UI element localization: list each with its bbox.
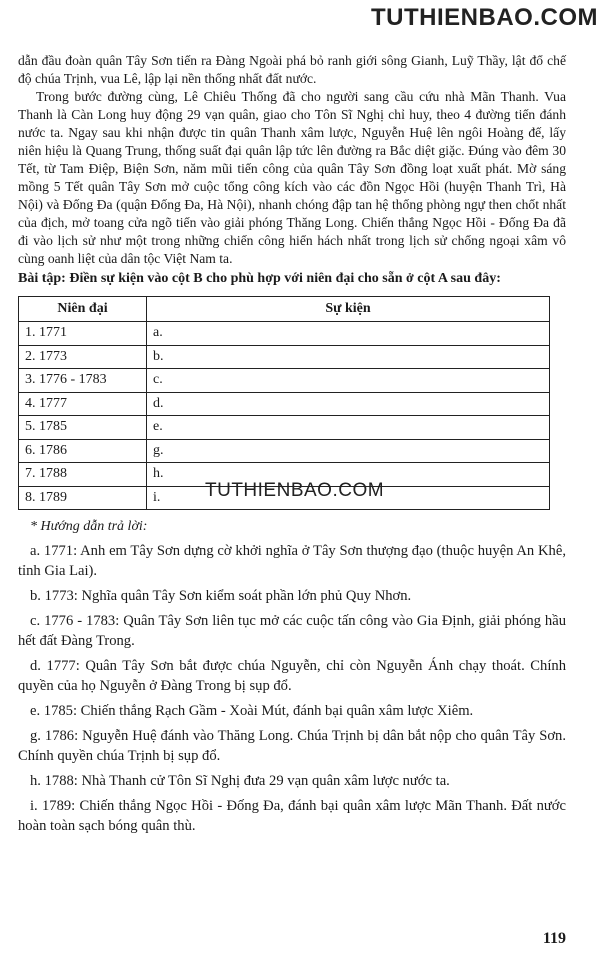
cell-su-kien: d. [147, 392, 550, 416]
paragraph-history: Trong bước đường cùng, Lê Chiêu Thống đã cho người sang cầu cứu nhà Mãn Thanh. Vua Thanh là Càn Long huy động 29 vạn quân, giao cho Tôn Sĩ Nghị chỉ huy, theo 4 đường tiến đánh nước ta. Ngay sau khi nhận được tin quân Thanh xâm lược, Nguyễn Huệ lên ngôi Hoàng đế, lấy niên hiệu là Quang Trung, thống suất đại quân lập tức lên đường ra Bắc diệt giặc. Đúng vào đêm 30 Tết, từ Tam Điệp, Biện Sơn, năm mũi tiến công của quân Tây Sơn đồng loạt xuất phát. Mờ sáng mồng 5 Tết quân Tây Sơn mở cuộc tổng công kích vào các đồn Ngọc Hồi (huyện Thanh Trì, Hà Nội) và Đống Đa (quận Đống Đa, Hà Nội), nhanh chóng đập tan hệ thống phòng ngự then chốt nhất của địch, mở toang cửa ngõ tiến vào giải phóng Thăng Long. Chiến thắng Ngọc Hồi - Đống Đa đã đi vào lịch sử như một trong những chiến công hiển hách nhất trong lịch sử chống ngoại xâm vô cùng oanh liệt của dân tộc Việt Nam ta. [18, 89, 566, 266]
answer-item: e. 1785: Chiến thắng Rạch Gầm - Xoài Mút, đánh bại quân xâm lược Xiêm. [30, 703, 474, 719]
cell-nien-dai: 4. 1777 [19, 392, 147, 416]
answer-item: d. 1777: Quân Tây Sơn bắt được chúa Nguyễn, chỉ còn Nguyễn Ánh chạy thoát. Chính quyền của họ Nguyễn ở Đàng Trong bị sụp đổ. [18, 658, 566, 694]
cell-su-kien: a. [147, 322, 550, 346]
table-header-row [19, 297, 550, 322]
cell-nien-dai: 8. 1789 [19, 486, 147, 510]
paragraph-continued: dẫn đầu đoàn quân Tây Sơn tiến ra Đàng Ngoài phá bỏ ranh giới sông Gianh, Luỹ Thầy, lật đổ chế độ chúa Trịnh, vua Lê, lập lại nền thống nhất đất nước. [18, 53, 566, 86]
answer-item: b. 1773: Nghĩa quân Tây Sơn kiểm soát phần lớn phủ Quy Nhơn. [30, 588, 412, 604]
answer-item: c. 1776 - 1783: Quân Tây Sơn liên tục mở các cuộc tấn công vào Gia Định, giải phóng hầu hết đất Đàng Trong. [18, 613, 566, 649]
answer-list [18, 541, 566, 836]
table-row [19, 416, 550, 440]
watermark-top: TUTHIENBAO.COM [371, 4, 598, 31]
cell-nien-dai: 6. 1786 [19, 439, 147, 463]
cell-su-kien: i. [147, 486, 550, 510]
answer-item: a. 1771: Anh em Tây Sơn dựng cờ khởi nghĩa ở Tây Sơn thượng đạo (thuộc huyện An Khê, tỉnh Gia Lai). [18, 543, 566, 579]
cell-su-kien: h. [147, 463, 550, 487]
table-row [19, 322, 550, 346]
table-row [19, 369, 550, 393]
cell-su-kien: e. [147, 416, 550, 440]
exercise-prompt: Bài tập: Điền sự kiện vào cột B cho phù hợp với niên đại cho sẵn ở cột A sau đây: [18, 271, 501, 286]
cell-nien-dai: 3. 1776 - 1783 [19, 369, 147, 393]
cell-nien-dai: 5. 1785 [19, 416, 147, 440]
watermark-middle: TUTHIENBAO.COM [205, 480, 385, 501]
header-nien-dai: Niên đại [19, 297, 147, 322]
page-number: 119 [542, 930, 566, 947]
answer-item: g. 1786: Nguyễn Huệ đánh vào Thăng Long. Chúa Trịnh bị dân bắt nộp cho quân Tây Sơn. Chính quyền chúa Trịnh bị sụp đổ. [18, 728, 566, 764]
header-su-kien: Sự kiện [147, 297, 550, 322]
table-row [19, 439, 550, 463]
cell-nien-dai: 1. 1771 [19, 322, 147, 346]
cell-su-kien: c. [147, 369, 550, 393]
cell-su-kien: b. [147, 345, 550, 369]
answer-item: i. 1789: Chiến thắng Ngọc Hồi - Đống Đa, đánh bại quân xâm lược Mãn Thanh. Đất nước hoàn toàn sạch bóng quân thù. [18, 798, 566, 834]
table-row [19, 345, 550, 369]
answer-guide-title: * Hướng dẫn trả lời: [30, 519, 148, 534]
cell-nien-dai: 2. 1773 [19, 345, 147, 369]
answer-item: h. 1788: Nhà Thanh cử Tôn Sĩ Nghị đưa 29 vạn quân xâm lược nước ta. [30, 773, 450, 789]
events-table [18, 296, 550, 510]
page-content [18, 52, 566, 836]
table-row [19, 392, 550, 416]
cell-nien-dai: 7. 1788 [19, 463, 147, 487]
cell-su-kien: g. [147, 439, 550, 463]
